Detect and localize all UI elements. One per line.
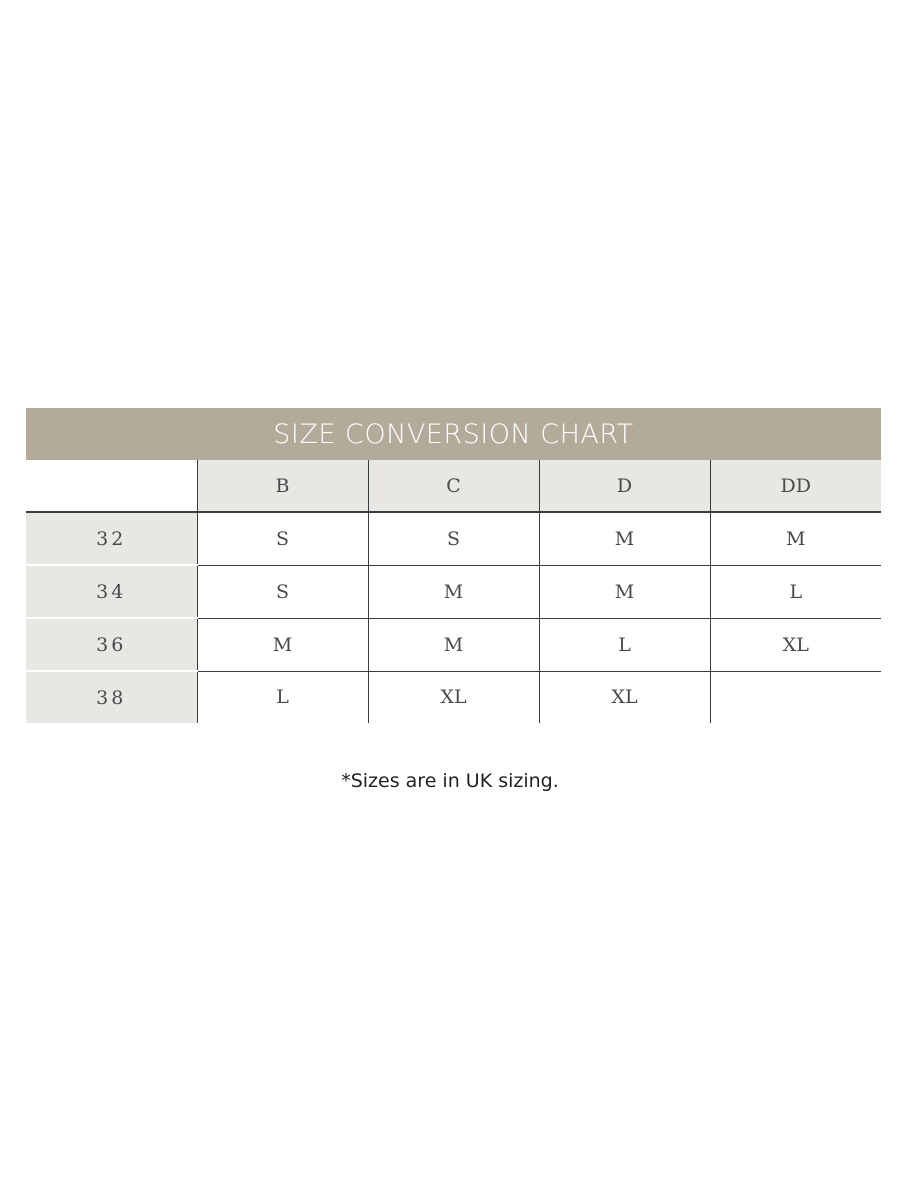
size-cell <box>710 671 881 723</box>
size-cell: M <box>539 512 710 565</box>
size-cell: M <box>197 618 368 671</box>
cup-header: DD <box>710 460 881 512</box>
size-cell: S <box>197 512 368 565</box>
size-cell: M <box>710 512 881 565</box>
table-row <box>26 618 881 671</box>
size-table <box>26 460 881 723</box>
size-cell: S <box>368 512 539 565</box>
band-label: 38 <box>26 671 197 723</box>
size-cell: L <box>539 618 710 671</box>
cup-header: B <box>197 460 368 512</box>
cup-header: C <box>368 460 539 512</box>
size-cell: L <box>197 671 368 723</box>
chart-title: SIZE CONVERSION CHART <box>26 408 881 460</box>
size-cell: S <box>197 565 368 618</box>
band-label: 32 <box>26 512 197 565</box>
header-row <box>26 460 881 512</box>
size-conversion-chart <box>26 408 881 723</box>
size-cell: M <box>539 565 710 618</box>
band-label: 34 <box>26 565 197 618</box>
table-row <box>26 512 881 565</box>
size-cell: L <box>710 565 881 618</box>
table-row <box>26 671 881 723</box>
table-row <box>26 565 881 618</box>
band-label: 36 <box>26 618 197 671</box>
size-cell: XL <box>539 671 710 723</box>
cup-header: D <box>539 460 710 512</box>
size-cell: M <box>368 618 539 671</box>
size-cell: XL <box>368 671 539 723</box>
corner-cell <box>26 460 197 512</box>
size-cell: XL <box>710 618 881 671</box>
size-cell: M <box>368 565 539 618</box>
footnote: *Sizes are in UK sizing. <box>341 770 559 792</box>
